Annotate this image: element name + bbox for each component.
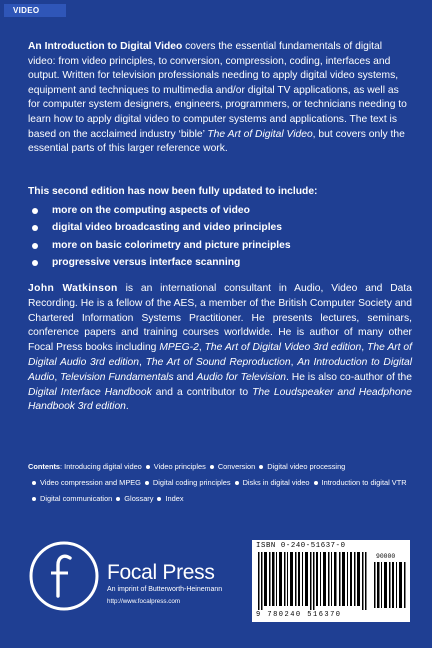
barcode-icon	[258, 552, 370, 610]
contents-list: Contents: Introducing digital video Video principles Conversion Digital video processing Video compression and MPEG Digital coding principles Disks in digital video Introduction to digital VTRDigital communication Glossary Index	[28, 462, 407, 503]
separator-dot-icon	[32, 497, 36, 501]
publisher-imprint: An imprint of Butterworth-Heinemann	[107, 586, 223, 593]
intro-title: An Introduction to Digital Video	[28, 41, 183, 52]
bio-book-title: MPEG-2	[159, 342, 199, 354]
bio-text: ,	[54, 371, 61, 383]
bio-text: is an international consultant in Audio, Video and Data Recording. He is a fellow of the AES, a member of the British Computer Society and Chartered Information Systems Practitioner. He presents lectures, seminars, conference papers and training courses worldwide. He is author of many other Focal Press books including	[28, 283, 412, 354]
feature-label: digital video broadcasting and video principles	[52, 222, 283, 234]
feature-item	[28, 202, 410, 219]
separator-dot-icon	[314, 481, 318, 485]
feature-item	[28, 219, 410, 236]
contents-label: Contents	[28, 462, 61, 471]
bio-book-title: The Art of Digital Audio 3rd edition	[28, 342, 412, 368]
bio-text: ,	[290, 356, 298, 368]
author-bio	[28, 282, 412, 415]
bullet-icon	[32, 243, 38, 249]
contents-item: Digital communication	[40, 493, 113, 503]
contents-item: Conversion	[217, 462, 256, 471]
bio-text: and a contributor to	[151, 386, 253, 398]
feature-label: more on the computing aspects of video	[52, 205, 250, 216]
contents-item: Index	[165, 493, 184, 503]
publisher-name: Focal Press	[107, 561, 215, 584]
separator-dot-icon	[32, 481, 36, 485]
price-code: 90000	[376, 553, 396, 560]
bullet-icon	[32, 225, 38, 231]
bio-text: .	[125, 401, 129, 413]
bio-text: ,	[361, 342, 368, 354]
intro-text-2: , but covers only the essential parts of this larger reference work.	[28, 128, 405, 155]
contents-item: Glossary	[124, 493, 154, 503]
feature-list	[28, 202, 410, 272]
isbn-number: ISBN 0-240-51637-0	[256, 542, 346, 550]
updated-heading: This second edition has now been fully updated to include:	[28, 186, 318, 197]
separator-dot-icon	[116, 497, 120, 501]
intro-text-1: covers the essential fundamentals of digital video: from video principles, to conversion, compression, coding, interfaces and output. Written for television professionals needing to apply digital video systems, equipment and techniques to multimedia and/or digital TV applications, as well as for computer system designers, engineers, programmers, or technicians needing to learn how to apply digital video to computer systems and applications. The text is based on the acclaimed industry ‘bible’	[28, 41, 407, 140]
bio-text: ,	[138, 356, 146, 368]
contents-item: Digital video processing	[267, 462, 346, 471]
separator-dot-icon	[259, 465, 263, 469]
barcode-digits: 9 780240 516370	[256, 611, 342, 619]
bio-text: . He is also co-author of the	[286, 371, 412, 383]
intro-book-title: The Art of Digital Video	[207, 128, 313, 140]
contents-item: Disks in digital video	[242, 477, 310, 487]
author-name: John Watkinson	[28, 283, 118, 294]
bullet-icon	[32, 208, 38, 214]
separator-dot-icon	[210, 465, 214, 469]
feature-label: more on basic colorimetry and picture principles	[52, 239, 291, 251]
publisher-url[interactable]: http://www.focalpress.com	[107, 598, 181, 605]
feature-item	[28, 254, 410, 271]
separator-dot-icon	[146, 465, 150, 469]
category-tag: VIDEO	[4, 4, 66, 17]
focal-press-logo-icon	[28, 540, 100, 612]
feature-item	[28, 237, 410, 254]
bio-book-title: Television Fundamentals	[60, 371, 174, 383]
separator-dot-icon	[235, 481, 239, 485]
bio-book-title: Digital Interface Handbook	[28, 386, 152, 398]
contents-item: Digital coding principles	[152, 477, 231, 487]
barcode-panel	[252, 540, 410, 622]
intro-paragraph	[28, 40, 410, 157]
separator-dot-icon	[157, 497, 161, 501]
bio-text: and	[173, 371, 197, 383]
contents-item: Video principles	[153, 462, 206, 471]
bio-text: ,	[198, 342, 205, 354]
contents-item: Introduction to digital VTR	[321, 477, 407, 487]
addon-barcode-icon	[374, 562, 406, 608]
bio-book-title: Audio for Television	[196, 371, 287, 383]
contents-item: Introducing digital video	[64, 462, 142, 471]
bio-book-title: The Loudspeaker and Headphone Handbook 3rd edition	[28, 386, 413, 413]
bullet-icon	[32, 260, 38, 266]
contents-item: Video compression and MPEG	[40, 477, 141, 487]
bio-book-title: The Art of Digital Video 3rd edition	[204, 342, 362, 354]
bio-book-title: The Art of Sound Reproduction	[145, 356, 291, 368]
separator-dot-icon	[145, 481, 149, 485]
bio-book-title: An Introduction to Digital Audio	[28, 356, 413, 383]
feature-label: progressive versus interface scanning	[52, 257, 241, 269]
